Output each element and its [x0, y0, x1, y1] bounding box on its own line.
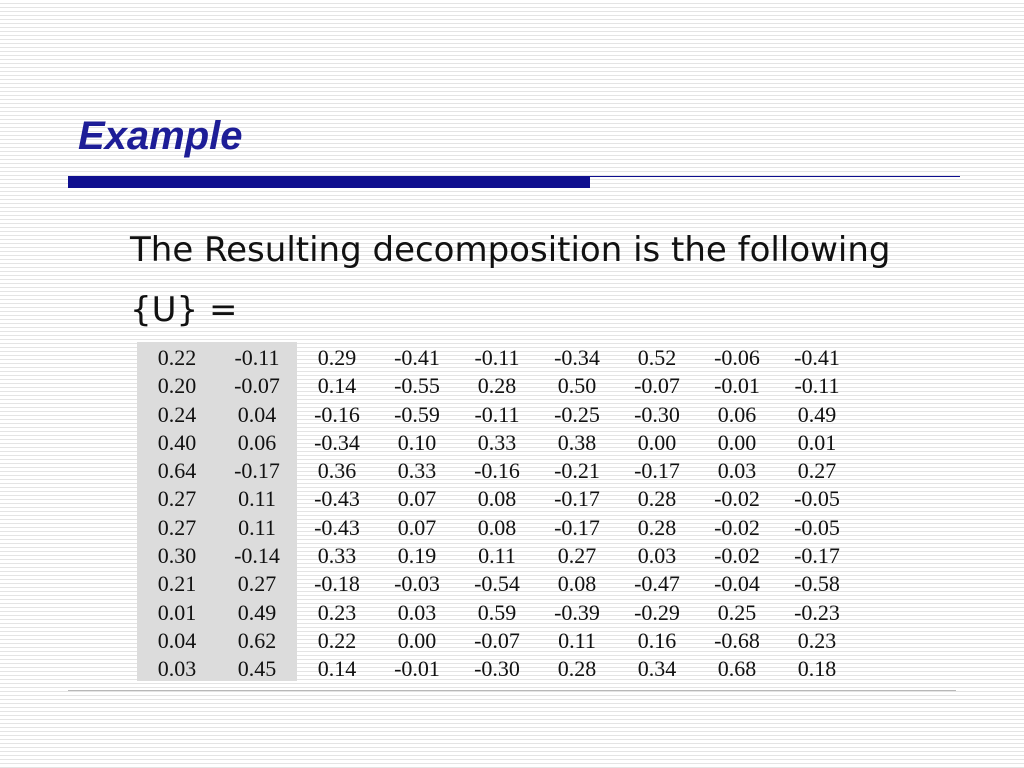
matrix-cell: 0.30	[157, 543, 197, 569]
matrix-cell: 0.11	[238, 514, 276, 540]
matrix-cell: 0.14	[317, 373, 357, 399]
matrix-cell: 0.50	[557, 373, 597, 399]
matrix-cell: 0.18	[797, 656, 837, 682]
matrix-row	[137, 372, 857, 400]
matrix-row	[137, 570, 857, 598]
matrix-cell: -0.01	[394, 656, 440, 682]
matrix-cell: -0.07	[474, 627, 520, 653]
matrix-cell: 0.62	[237, 627, 277, 653]
matrix-cell: 0.01	[157, 599, 197, 625]
matrix-cell: 0.45	[237, 656, 277, 682]
matrix-row	[137, 344, 857, 372]
matrix-cell: 0.28	[637, 514, 677, 540]
matrix-cell: -0.34	[314, 429, 360, 455]
matrix-cell: 0.03	[717, 458, 757, 484]
matrix-row	[137, 599, 857, 627]
matrix-cell: -0.11	[474, 345, 520, 370]
matrix-cell: 0.01	[797, 429, 837, 455]
matrix-cell: -0.34	[554, 345, 600, 370]
matrix-cell: -0.18	[314, 571, 360, 597]
matrix-cell: 0.23	[797, 627, 837, 653]
matrix-cell: 0.33	[317, 543, 357, 569]
matrix-cell: 0.20	[157, 373, 197, 399]
matrix-cell: -0.11	[794, 373, 840, 399]
matrix-cell: 0.00	[397, 627, 437, 653]
subtitle-text: The Resulting decomposition is the following	[130, 230, 891, 270]
slide-title: Example	[78, 114, 243, 158]
matrix-cell: 0.08	[557, 571, 597, 597]
matrix-cell: -0.14	[234, 543, 280, 569]
matrix-cell: -0.04	[714, 571, 760, 597]
matrix-cell: -0.29	[634, 599, 680, 625]
matrix-label: {U} =	[130, 290, 238, 330]
matrix-cell: 0.03	[637, 543, 677, 569]
matrix-cell: 0.27	[157, 514, 197, 540]
matrix-cell: 0.08	[477, 514, 517, 540]
matrix-cell: 0.23	[317, 599, 357, 625]
matrix-cell: -0.41	[794, 345, 840, 370]
matrix-cell: 0.34	[637, 656, 677, 682]
matrix-cell: -0.16	[474, 458, 520, 484]
matrix-row	[137, 485, 857, 513]
matrix-cell: 0.64	[157, 458, 197, 484]
matrix-cell: -0.05	[794, 514, 840, 540]
matrix-cell: 0.33	[397, 458, 437, 484]
matrix-cell: -0.17	[554, 514, 600, 540]
matrix-row	[137, 542, 857, 570]
matrix-cell: -0.25	[554, 401, 600, 427]
matrix-cell: 0.49	[237, 599, 277, 625]
matrix-cell: -0.06	[714, 345, 760, 370]
matrix-cell: 0.08	[477, 486, 517, 512]
matrix-row	[137, 457, 857, 485]
matrix-cell: 0.10	[397, 429, 437, 455]
matrix-cell: 0.07	[397, 514, 437, 540]
matrix-cell: -0.21	[554, 458, 600, 484]
title-underline-thin	[590, 176, 960, 177]
matrix-cell: -0.17	[554, 486, 600, 512]
matrix-cell: 0.07	[397, 486, 437, 512]
matrix-cell: 0.04	[237, 401, 277, 427]
matrix-cell: 0.22	[157, 345, 197, 370]
matrix-cell: 0.03	[157, 656, 197, 682]
matrix-cell: -0.17	[794, 543, 840, 569]
matrix-cell: 0.49	[797, 401, 837, 427]
matrix-cell: -0.03	[394, 571, 440, 597]
matrix-cell: -0.17	[634, 458, 680, 484]
matrix-row	[137, 627, 857, 655]
matrix-cell: 0.14	[317, 656, 357, 682]
matrix-cell: 0.25	[717, 599, 757, 625]
matrix-cell: 0.11	[238, 486, 276, 512]
matrix-cell: 0.27	[237, 571, 277, 597]
matrix-cell: -0.01	[714, 373, 760, 399]
matrix-row	[137, 429, 857, 457]
matrix-cell: -0.05	[794, 486, 840, 512]
matrix-cell: -0.68	[714, 627, 760, 653]
matrix-cell: -0.30	[634, 401, 680, 427]
matrix-cell: -0.16	[314, 401, 360, 427]
matrix-cell: -0.43	[314, 514, 360, 540]
matrix-cell: 0.00	[717, 429, 757, 455]
matrix-cell: -0.43	[314, 486, 360, 512]
matrix-cell: 0.68	[717, 656, 757, 682]
matrix-cell: 0.36	[317, 458, 357, 484]
matrix-cell: -0.07	[234, 373, 280, 399]
matrix-cell: 0.24	[157, 401, 197, 427]
matrix-cell: 0.06	[237, 429, 277, 455]
matrix-cell: 0.40	[157, 429, 197, 455]
title-underline-thick	[68, 176, 590, 188]
matrix-cell: 0.28	[557, 656, 597, 682]
matrix-cell: 0.28	[637, 486, 677, 512]
matrix-cell: 0.04	[157, 627, 197, 653]
matrix-cell: -0.02	[714, 486, 760, 512]
matrix-cell: -0.17	[234, 458, 280, 484]
matrix-u	[137, 344, 857, 684]
matrix-cell: 0.27	[157, 486, 197, 512]
matrix-cell: -0.07	[634, 373, 680, 399]
matrix-cell: -0.02	[714, 543, 760, 569]
matrix-cell: -0.30	[474, 656, 520, 682]
matrix-cell: 0.06	[717, 401, 757, 427]
matrix-cell: -0.02	[714, 514, 760, 540]
matrix-row	[137, 401, 857, 429]
matrix-row	[137, 514, 857, 542]
matrix-cell: 0.00	[637, 429, 677, 455]
matrix-cell: 0.27	[797, 458, 837, 484]
matrix-cell: -0.41	[394, 345, 440, 370]
matrix-cell: -0.54	[474, 571, 520, 597]
matrix-cell: -0.11	[474, 401, 520, 427]
bottom-divider	[68, 690, 956, 691]
matrix-cell: 0.28	[477, 373, 517, 399]
matrix-cell: 0.11	[478, 543, 516, 569]
matrix-cell: 0.21	[157, 571, 197, 597]
matrix-cell: 0.33	[477, 429, 517, 455]
matrix-cell: -0.11	[234, 345, 280, 370]
matrix-cell: -0.23	[794, 599, 840, 625]
matrix-cell: 0.03	[397, 599, 437, 625]
matrix-cell: 0.59	[477, 599, 517, 625]
matrix-cell: -0.39	[554, 599, 600, 625]
matrix-cell: 0.16	[637, 627, 677, 653]
matrix-cell: 0.38	[557, 429, 597, 455]
matrix-cell: -0.55	[394, 373, 440, 399]
matrix-cell: -0.58	[794, 571, 840, 597]
matrix-cell: 0.19	[397, 543, 437, 569]
matrix-cell: 0.29	[317, 345, 357, 370]
matrix-cell: -0.59	[394, 401, 440, 427]
matrix-row	[137, 655, 857, 683]
matrix-cell: 0.52	[637, 345, 677, 370]
matrix-cell: 0.22	[317, 627, 357, 653]
matrix-cell: 0.27	[557, 543, 597, 569]
matrix-cell: -0.47	[634, 571, 680, 597]
matrix-cell: 0.11	[558, 627, 596, 653]
